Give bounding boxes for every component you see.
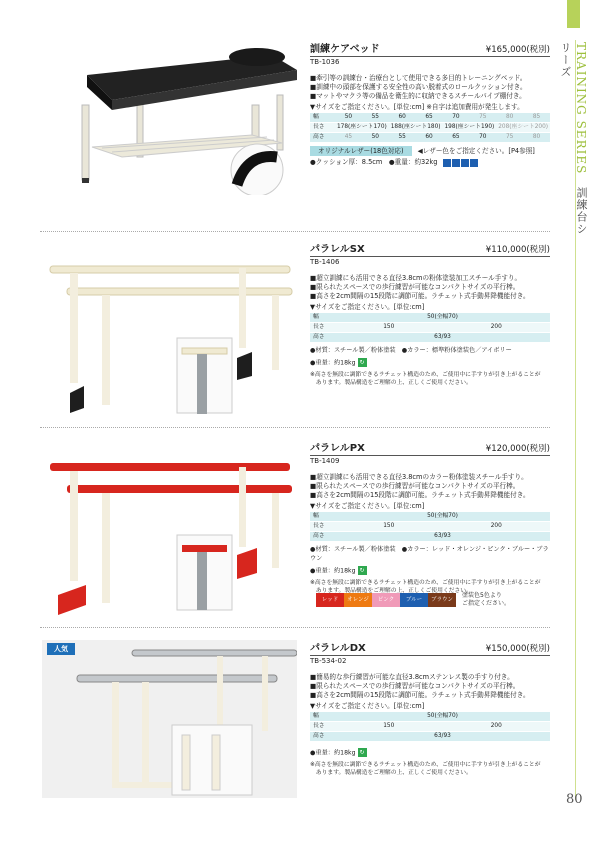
section-divider bbox=[40, 231, 550, 232]
feature: ■限られたスペースでの歩行練習が可能なコンパクトサイズの平行棒。 bbox=[310, 682, 520, 690]
feature-list bbox=[310, 74, 550, 101]
green-mark-icon: ↻ bbox=[359, 749, 365, 756]
feature-list bbox=[310, 473, 550, 500]
care-bed-info bbox=[310, 45, 550, 167]
size-note: ▼サイズをご指定ください。[単位:cm] bbox=[310, 702, 425, 710]
color-swatch-orange[interactable]: オレンジ bbox=[344, 593, 372, 607]
care-bed-photo bbox=[42, 35, 297, 185]
weight-row: ●重量：約18kg ↻ bbox=[310, 749, 365, 757]
size-table: 幅 50(全幅70) 長さ 150 200 高さ 63/93 bbox=[310, 512, 550, 542]
feature: ■高さを2cm間隔の15段階に調節可能。ラチェット式手動昇降機能付き。 bbox=[310, 691, 530, 699]
feature: ■限られたスペースでの歩行練習が可能なコンパクトサイズの平行棒。 bbox=[310, 482, 520, 490]
feature: ■超立訓練にも活用できる直径3.8cmの粉体塗装加工スチール手すり。 bbox=[310, 274, 522, 282]
feature: ■高さを2cm間隔の15段階に調節可能。ラチェット式手動昇降機能付き。 bbox=[310, 292, 530, 300]
feature: ■限られたスペースでの歩行練習が可能なコンパクトサイズの平行棒。 bbox=[310, 283, 520, 291]
series-title-jp: 訓練台シリーズ bbox=[559, 42, 588, 236]
product-price: ¥120,000(税別) bbox=[485, 444, 550, 454]
leather-row bbox=[310, 146, 550, 156]
spec-text: ●クッション厚：8.5cm ●重量：約32kg bbox=[310, 158, 438, 166]
size-table: 幅 50(全幅70) 長さ 150 200 高さ 63/93 bbox=[310, 313, 550, 343]
product-name: パラレルPX bbox=[310, 443, 365, 454]
feature-list bbox=[310, 673, 550, 700]
cube-icon bbox=[443, 159, 478, 167]
color-swatch-brown[interactable]: ブラウン bbox=[428, 593, 456, 607]
product-price: ¥110,000(税別) bbox=[485, 245, 550, 255]
weight-row: ●重量：約18kg ↻ bbox=[310, 567, 365, 575]
material-text: ●材質：スチール製／粉体塗装 ●カラー：レッド・オレンジ・ピンク・ブルー・ブラウン bbox=[310, 546, 549, 562]
color-swatch-pink[interactable]: ピンク bbox=[372, 593, 400, 607]
parallel-sx-info bbox=[310, 245, 550, 387]
feature: ■訓練中の頭部を保護する安全性の高い脱着式のロールクッション付き。 bbox=[310, 83, 527, 91]
parallel-dx-info bbox=[310, 644, 550, 777]
product-code: TB-1409 ¥120,000(税別) bbox=[310, 444, 550, 465]
feature: ■簡易的な歩行練習が可能な直径3.8cmステンレス製の手すり付き。 bbox=[310, 673, 514, 681]
product-code: TB-534-02 ¥150,000(税別) bbox=[310, 644, 550, 665]
parallel-px-photo bbox=[42, 445, 297, 595]
product-price: ¥150,000(税別) bbox=[485, 644, 550, 654]
color-swatch-red[interactable]: レッド bbox=[316, 593, 344, 607]
section-divider bbox=[40, 427, 550, 428]
parallel-dx-photo bbox=[42, 640, 297, 798]
product-name: パラレルSX bbox=[310, 244, 365, 255]
size-table: 幅 50 55 60 65 70 75 80 85 長さ 178(座シート170) 188(座シート180) 198(座シート190) 208(座シート200) 高さ 45 50 55 60 65 70 75 80 bbox=[310, 113, 550, 143]
product-name: パラレルDX bbox=[310, 643, 366, 654]
color-note: 塗装色5色より ご指定ください。 bbox=[462, 592, 511, 607]
green-mark-icon: ↻ bbox=[359, 359, 365, 366]
feature: ■超立訓練にも活用できる直径3.8cmのカラー粉体塗装スチール手すり。 bbox=[310, 473, 528, 481]
product-code: TB-1406 ¥110,000(税別) bbox=[310, 245, 550, 266]
caution-note: ※高さを無段に調節できるラチェット構造のため、ご使用中に手すりが引き上がることが あります。製品構造をご理解の上、正しくご使用ください。 bbox=[310, 761, 541, 776]
sidebar-accent-bar bbox=[567, 0, 580, 28]
green-mark-icon: ↻ bbox=[359, 567, 365, 574]
product-name: 訓練ケアベッド bbox=[310, 44, 380, 55]
leather-label: オリジナルレザー(18色対応) bbox=[310, 146, 412, 156]
page-number: 80 bbox=[566, 792, 583, 807]
caution-note: ※高さを無段に調節できるラチェット構造のため、ご使用中に手すりが引き上がることが あります。製品構造をご理解の上、正しくご使用ください。 bbox=[310, 371, 541, 386]
popular-badge: 人気 bbox=[47, 643, 75, 655]
series-title bbox=[561, 42, 589, 242]
material-text: ●材質：スチール製／粉体塗装 ●カラー：標準粉体塗装色／アイボリー bbox=[310, 347, 512, 354]
size-note: ▼サイズをご指定ください。[単位:cm] bbox=[310, 303, 425, 311]
product-price: ¥165,000(税別) bbox=[485, 45, 550, 55]
feature: ■マットやマクラ等の備品を衛生的に収納できるスチールパイプ棚付き。 bbox=[310, 92, 526, 100]
size-note: ▼サイズをご指定ください。[単位:cm] bbox=[310, 502, 425, 510]
feature: ■牽引等の訓練台・治療台として使用できる多目的トレーニングベッド。 bbox=[310, 74, 527, 82]
section-divider bbox=[40, 627, 550, 628]
feature: ■高さを2cm間隔の15段階に調節可能。ラチェット式手動昇降機能付き。 bbox=[310, 491, 530, 499]
size-note: ▼サイズをご指定ください。[単位:cm] ※自字は追加費用が発生します。 bbox=[310, 103, 524, 111]
weight-row: ●重量：約18kg ↻ bbox=[310, 359, 365, 367]
leather-note: ◀レザー色をご指定ください。[P4参照] bbox=[417, 146, 535, 155]
feature-list bbox=[310, 274, 550, 301]
color-swatches bbox=[316, 592, 510, 608]
parallel-sx-photo bbox=[42, 248, 297, 398]
parallel-px-info bbox=[310, 444, 550, 595]
caution-note: ※高さを無段に調節できるラチェット構造のため、ご使用中に手すりが引き上がることが あります。製品構造をご理解の上、正しくご使用ください。 bbox=[310, 579, 541, 594]
size-table: 幅 50(全幅70) 長さ 150 200 高さ 63/93 bbox=[310, 712, 550, 742]
series-title-en: TRAINING SERIES bbox=[574, 42, 588, 175]
color-swatch-blue[interactable]: ブルー bbox=[400, 593, 428, 607]
product-code: TB-1036 ¥165,000(税別) bbox=[310, 45, 550, 66]
